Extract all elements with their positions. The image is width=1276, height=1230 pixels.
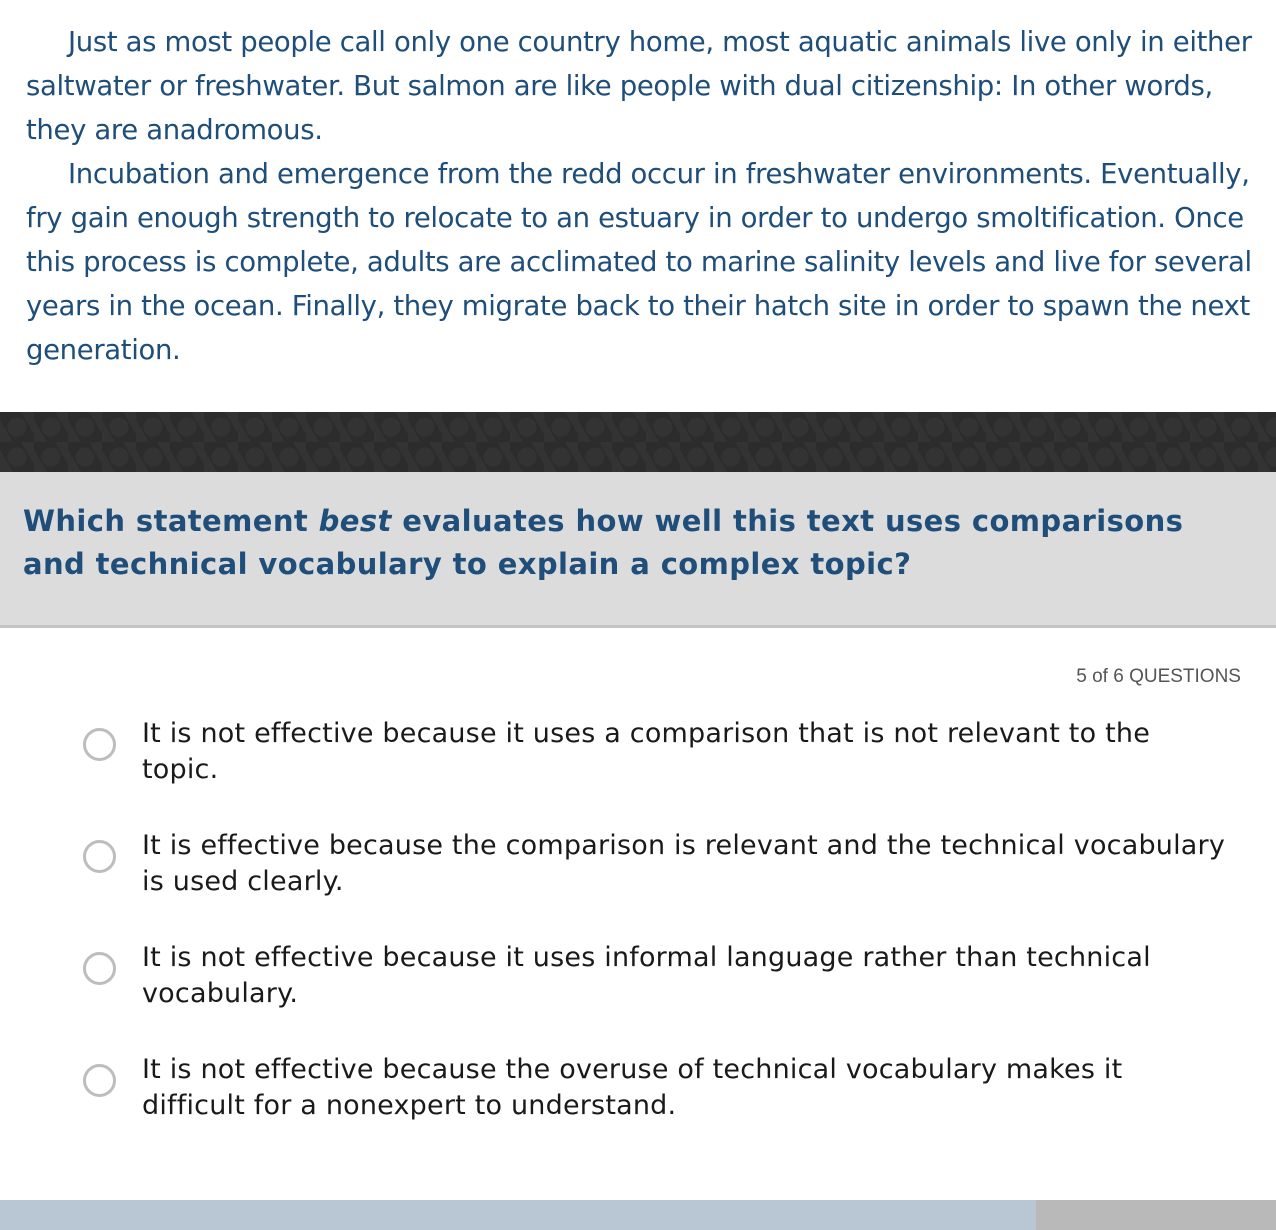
answer-option-text: It is not effective because it uses informal language rather than technical vocabulary.	[142, 942, 1151, 1009]
answer-options	[0, 716, 1276, 1164]
answer-option-3[interactable]	[0, 940, 1276, 1052]
answer-option-text: It is effective because the comparison is relevant and the technical vocabulary is used clearly.	[142, 830, 1226, 897]
footer-bar-end	[1036, 1200, 1276, 1230]
passage-paragraph-1: Just as most people call only one country home, most aquatic animals live only in either saltwater or freshwater. But salmon are like people with dual citizenship: In other words, they are anadromous.	[26, 26, 1252, 146]
answer-option-1[interactable]	[0, 716, 1276, 828]
radio-icon[interactable]	[83, 840, 116, 873]
question-prefix: Which statement	[23, 504, 319, 538]
reading-passage	[26, 20, 1256, 372]
answer-option-4[interactable]	[0, 1052, 1276, 1164]
question-suffix: evaluates how well this text uses comparisons and technical vocabulary to explain a complex topic?	[23, 504, 1184, 581]
answer-option-text: It is not effective because it uses a comparison that is not relevant to the topic.	[142, 718, 1151, 785]
radio-icon[interactable]	[83, 952, 116, 985]
answer-option-2[interactable]	[0, 828, 1276, 940]
radio-icon[interactable]	[83, 1064, 116, 1097]
question-panel	[0, 472, 1276, 628]
question-progress: 5 of 6 QUESTIONS	[1076, 666, 1241, 687]
divider-band	[0, 412, 1276, 472]
radio-icon[interactable]	[83, 728, 116, 761]
question-prompt	[23, 500, 1253, 586]
footer-bar	[0, 1200, 1036, 1230]
passage-paragraph-2: Incubation and emergence from the redd occur in freshwater environments. Eventually, fry gain enough strength to relocate to an estuary in order to undergo smoltification. Once this process is complete, adults are acclimated to marine salinity levels and live for several years in the ocean. Finally, they migrate back to their hatch site in order to spawn the next generation.	[26, 158, 1252, 366]
answer-option-text: It is not effective because the overuse of technical vocabulary makes it difficult for a nonexpert to understand.	[142, 1054, 1123, 1121]
question-emphasis: best	[318, 504, 392, 538]
